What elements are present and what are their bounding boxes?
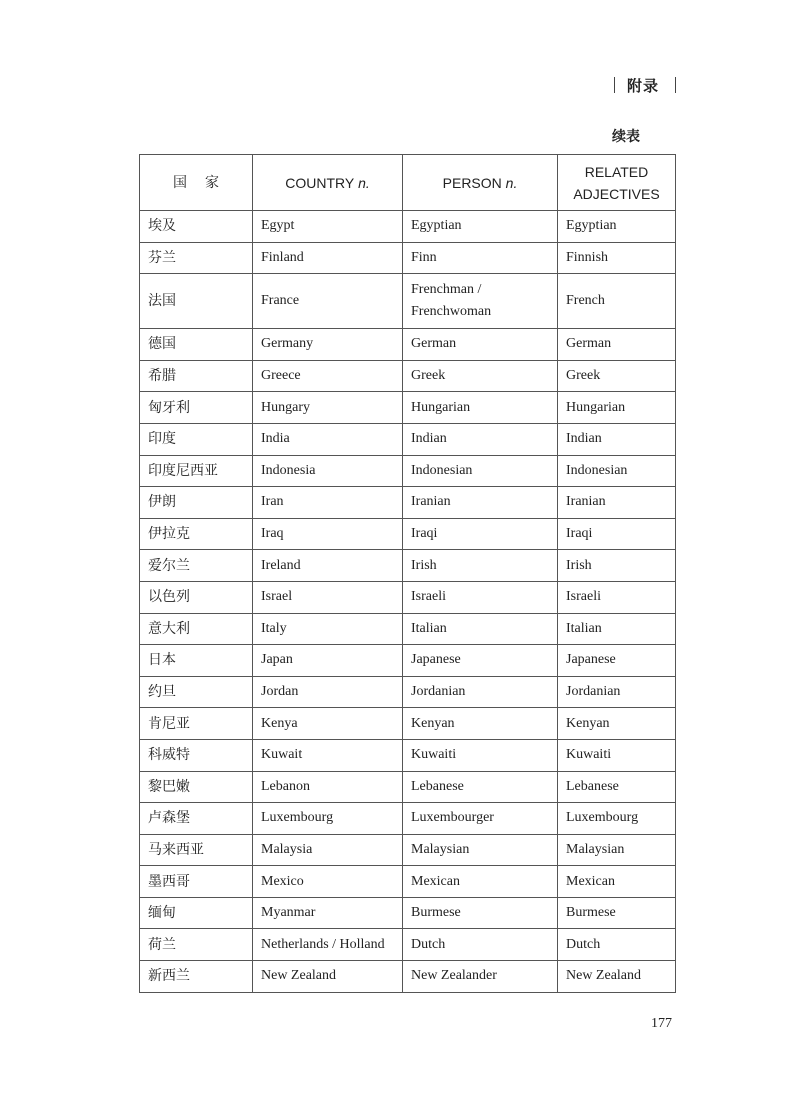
header-chinese-name: 国家: [140, 155, 253, 211]
cell-country: Luxembourg: [253, 803, 403, 835]
cell-country: France: [253, 274, 403, 329]
cell-country: Mexico: [253, 866, 403, 898]
cell-country: Indonesia: [253, 455, 403, 487]
cell-person: Kenyan: [403, 708, 558, 740]
running-head: [605, 74, 695, 98]
cell-person: Egyptian: [403, 211, 558, 243]
header-related-adjectives: [558, 155, 676, 211]
cell-country: Myanmar: [253, 897, 403, 929]
cell-chinese-name: 意大利: [140, 613, 253, 645]
header-country-suffix: n.: [358, 174, 370, 191]
cell-chinese-name: 新西兰: [140, 961, 253, 993]
cell-chinese-name: 日本: [140, 645, 253, 677]
cell-person: German: [403, 329, 558, 361]
cell-adjective: Iraqi: [558, 518, 676, 550]
table-row: [140, 487, 676, 519]
cell-adjective: Dutch: [558, 929, 676, 961]
cell-adjective: Finnish: [558, 242, 676, 274]
running-head-left-rule: [614, 77, 615, 93]
cell-person: Malaysian: [403, 834, 558, 866]
cell-adjective: Indonesian: [558, 455, 676, 487]
table-row: [140, 455, 676, 487]
cell-chinese-name: 希腊: [140, 360, 253, 392]
cell-chinese-name: 德国: [140, 329, 253, 361]
cell-country: Italy: [253, 613, 403, 645]
cell-adjective: New Zealand: [558, 961, 676, 993]
cell-country: Ireland: [253, 550, 403, 582]
cell-chinese-name: 荷兰: [140, 929, 253, 961]
table-row: [140, 708, 676, 740]
table-row: [140, 834, 676, 866]
cell-person: New Zealander: [403, 961, 558, 993]
header-related-line2: ADJECTIVES: [573, 185, 660, 202]
page-number: 177: [651, 1016, 672, 1031]
running-head-title: 附录: [627, 77, 660, 95]
cell-country: Iran: [253, 487, 403, 519]
cell-person: Burmese: [403, 897, 558, 929]
cell-country: Malaysia: [253, 834, 403, 866]
cell-adjective: German: [558, 329, 676, 361]
cell-chinese-name: 匈牙利: [140, 392, 253, 424]
cell-adjective: Lebanese: [558, 771, 676, 803]
table-row: [140, 550, 676, 582]
cell-adjective: Irish: [558, 550, 676, 582]
header-country: [253, 155, 403, 211]
cell-person: Irish: [403, 550, 558, 582]
cell-chinese-name: 伊朗: [140, 487, 253, 519]
table-row: [140, 518, 676, 550]
table-row: [140, 803, 676, 835]
cell-chinese-name: 印度尼西亚: [140, 455, 253, 487]
cell-country: Iraq: [253, 518, 403, 550]
cell-person: Luxembourger: [403, 803, 558, 835]
cell-country: Israel: [253, 581, 403, 613]
running-head-right-rule: [675, 77, 676, 93]
cell-chinese-name: 芬兰: [140, 242, 253, 274]
cell-adjective: Indian: [558, 423, 676, 455]
header-country-label: COUNTRY: [285, 174, 355, 191]
table-continued-caption: 续表: [612, 129, 640, 145]
cell-person: Mexican: [403, 866, 558, 898]
cell-chinese-name: 卢森堡: [140, 803, 253, 835]
table-row: [140, 771, 676, 803]
cell-adjective: Iranian: [558, 487, 676, 519]
cell-adjective: Israeli: [558, 581, 676, 613]
table-row: [140, 897, 676, 929]
cell-chinese-name: 墨西哥: [140, 866, 253, 898]
cell-person: Japanese: [403, 645, 558, 677]
header-related-line1: RELATED: [584, 163, 649, 180]
cell-country: Netherlands / Holland: [253, 929, 403, 961]
cell-adjective: Egyptian: [558, 211, 676, 243]
table-row: [140, 676, 676, 708]
cell-person: Lebanese: [403, 771, 558, 803]
cell-person: Dutch: [403, 929, 558, 961]
cell-chinese-name: 印度: [140, 423, 253, 455]
table-row: [140, 392, 676, 424]
cell-person: Jordanian: [403, 676, 558, 708]
cell-chinese-name: 约旦: [140, 676, 253, 708]
cell-adjective: Mexican: [558, 866, 676, 898]
table-header-row: [140, 155, 676, 211]
cell-country: Kuwait: [253, 739, 403, 771]
cell-chinese-name: 埃及: [140, 211, 253, 243]
cell-person: [403, 274, 558, 329]
cell-adjective: Greek: [558, 360, 676, 392]
cell-person: Kuwaiti: [403, 739, 558, 771]
table-row: [140, 739, 676, 771]
cell-person-line2: Frenchwoman: [411, 304, 492, 320]
cell-adjective: Kenyan: [558, 708, 676, 740]
cell-person: Iraqi: [403, 518, 558, 550]
cell-adjective: Jordanian: [558, 676, 676, 708]
cell-person: Indonesian: [403, 455, 558, 487]
table-row: [140, 423, 676, 455]
table-row: [140, 242, 676, 274]
table-row: [140, 961, 676, 993]
cell-person: Finn: [403, 242, 558, 274]
table-row: [140, 274, 676, 329]
cell-adjective: Hungarian: [558, 392, 676, 424]
table-body: [140, 211, 676, 993]
table-row: [140, 866, 676, 898]
cell-adjective: Japanese: [558, 645, 676, 677]
table-row: [140, 581, 676, 613]
cell-country: Hungary: [253, 392, 403, 424]
cell-country: Germany: [253, 329, 403, 361]
cell-country: New Zealand: [253, 961, 403, 993]
cell-country: Lebanon: [253, 771, 403, 803]
cell-person: Iranian: [403, 487, 558, 519]
cell-chinese-name: 以色列: [140, 581, 253, 613]
header-person: [403, 155, 558, 211]
cell-adjective: Malaysian: [558, 834, 676, 866]
cell-adjective: Burmese: [558, 897, 676, 929]
cell-chinese-name: 缅甸: [140, 897, 253, 929]
cell-chinese-name: 伊拉克: [140, 518, 253, 550]
cell-country: Jordan: [253, 676, 403, 708]
country-nationality-table: [139, 154, 676, 993]
cell-chinese-name: 肯尼亚: [140, 708, 253, 740]
table-row: [140, 613, 676, 645]
cell-person: Indian: [403, 423, 558, 455]
cell-country: India: [253, 423, 403, 455]
cell-chinese-name: 法国: [140, 274, 253, 329]
cell-country: Finland: [253, 242, 403, 274]
cell-country: Kenya: [253, 708, 403, 740]
cell-country: Egypt: [253, 211, 403, 243]
table-row: [140, 360, 676, 392]
table-row: [140, 211, 676, 243]
cell-person: Greek: [403, 360, 558, 392]
header-person-suffix: n.: [505, 174, 518, 191]
header-person-label: PERSON: [442, 174, 502, 191]
cell-adjective: Luxembourg: [558, 803, 676, 835]
cell-adjective: Italian: [558, 613, 676, 645]
cell-chinese-name: 科威特: [140, 739, 253, 771]
table-row: [140, 329, 676, 361]
table-row: [140, 929, 676, 961]
cell-adjective: French: [558, 274, 676, 329]
cell-person: Italian: [403, 613, 558, 645]
cell-chinese-name: 爱尔兰: [140, 550, 253, 582]
cell-person: Israeli: [403, 581, 558, 613]
cell-chinese-name: 马来西亚: [140, 834, 253, 866]
cell-country: Greece: [253, 360, 403, 392]
cell-adjective: Kuwaiti: [558, 739, 676, 771]
cell-chinese-name: 黎巴嫩: [140, 771, 253, 803]
table-row: [140, 645, 676, 677]
cell-country: Japan: [253, 645, 403, 677]
cell-person: Hungarian: [403, 392, 558, 424]
cell-person-line1: Frenchman /: [411, 282, 482, 298]
